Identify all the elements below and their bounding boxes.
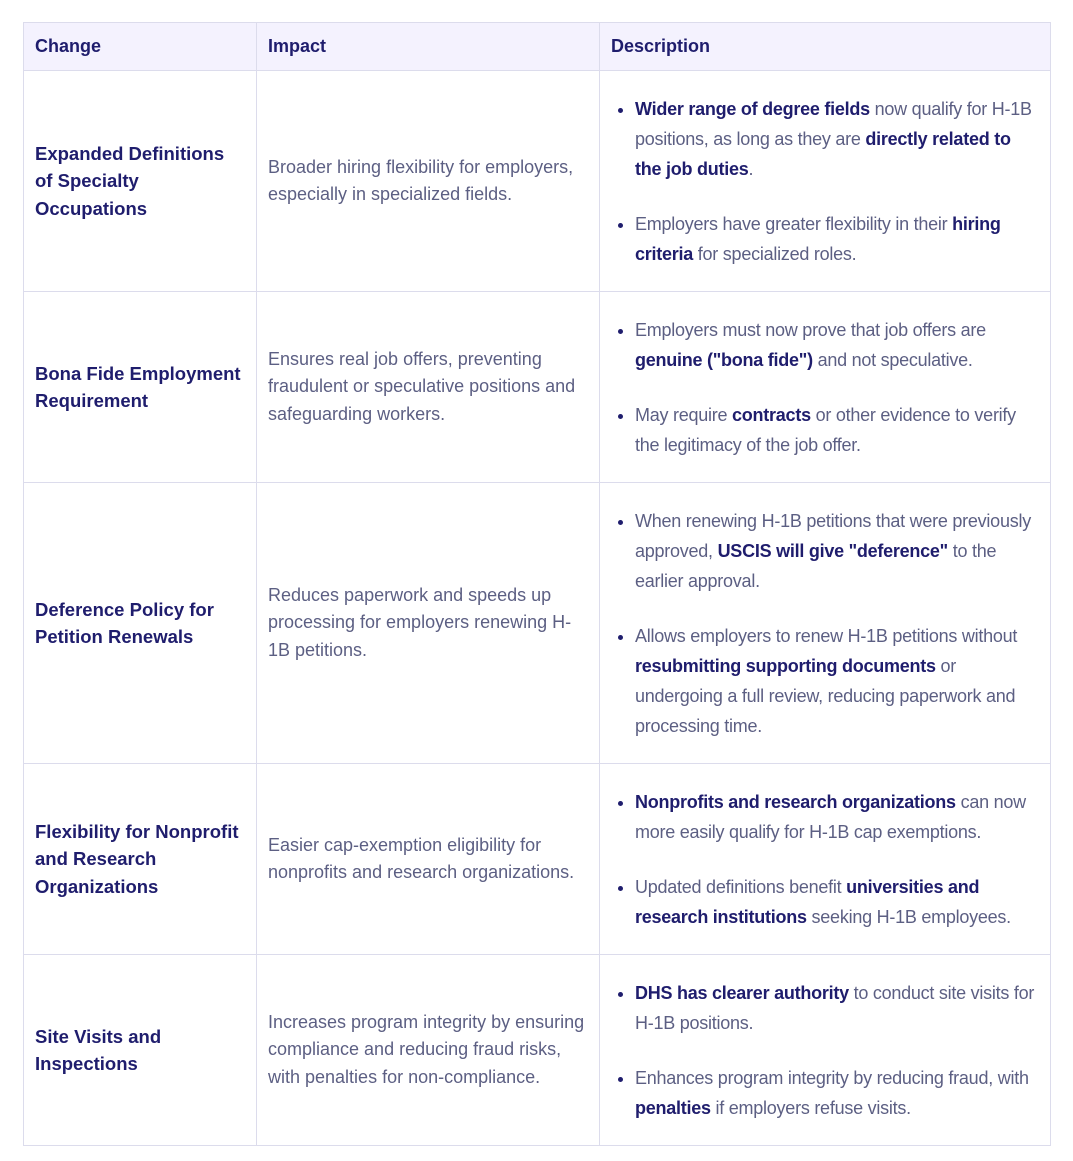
description-bullet: • May require contracts or other evidence to verify the legitimacy of the job offer. — [635, 400, 1039, 460]
impact-cell: Broader hiring flexibility for employers, especially in specialized fields. — [257, 71, 600, 292]
change-cell: Bona Fide Employment Requirement — [24, 292, 257, 483]
description-cell — [600, 483, 1051, 764]
description-bullet: • Updated definitions benefit universities and research institutions seeking H-1B employees. — [635, 872, 1039, 932]
table-row — [24, 483, 1051, 764]
description-bullet: • Enhances program integrity by reducing fraud, with penalties if employers refuse visits. — [635, 1063, 1039, 1123]
description-bullet: • Employers must now prove that job offers are genuine ("bona fide") and not speculative. — [635, 315, 1039, 375]
description-list — [611, 315, 1039, 460]
impact-cell: Increases program integrity by ensuring compliance and reducing fraud risks, with penalties for non-compliance. — [257, 955, 600, 1146]
impact-cell: Reduces paperwork and speeds up processing for employers renewing H-1B petitions. — [257, 483, 600, 764]
description-list — [611, 787, 1039, 932]
description-list — [611, 94, 1039, 269]
description-bullet: • Allows employers to renew H-1B petitions without resubmitting supporting documents or undergoing a full review, reducing paperwork and processing time. — [635, 621, 1039, 741]
column-header-description: Description — [600, 23, 1051, 71]
impact-cell: Ensures real job offers, preventing fraudulent or speculative positions and safeguarding workers. — [257, 292, 600, 483]
change-cell: Site Visits and Inspections — [24, 955, 257, 1146]
description-list — [611, 978, 1039, 1123]
column-header-change: Change — [24, 23, 257, 71]
description-bullet: • Wider range of degree fields now qualify for H-1B positions, as long as they are directly related to the job duties. — [635, 94, 1039, 184]
description-cell — [600, 71, 1051, 292]
impact-cell: Easier cap-exemption eligibility for nonprofits and research organizations. — [257, 764, 600, 955]
h1b-changes-table — [23, 22, 1051, 1146]
table-row — [24, 292, 1051, 483]
table-row — [24, 764, 1051, 955]
change-cell: Deference Policy for Petition Renewals — [24, 483, 257, 764]
table-header-row — [24, 23, 1051, 71]
table-row — [24, 955, 1051, 1146]
table-row — [24, 71, 1051, 292]
description-bullet: • When renewing H-1B petitions that were previously approved, USCIS will give "deference" to the earlier approval. — [635, 506, 1039, 596]
change-cell: Flexibility for Nonprofit and Research Organizations — [24, 764, 257, 955]
description-bullet: • DHS has clearer authority to conduct site visits for H-1B positions. — [635, 978, 1039, 1038]
description-bullet: • Employers have greater flexibility in their hiring criteria for specialized roles. — [635, 209, 1039, 269]
description-list — [611, 506, 1039, 741]
change-cell: Expanded Definitions of Specialty Occupations — [24, 71, 257, 292]
description-bullet: • Nonprofits and research organizations can now more easily qualify for H-1B cap exemptions. — [635, 787, 1039, 847]
column-header-impact: Impact — [257, 23, 600, 71]
description-cell — [600, 764, 1051, 955]
description-cell — [600, 955, 1051, 1146]
description-cell — [600, 292, 1051, 483]
